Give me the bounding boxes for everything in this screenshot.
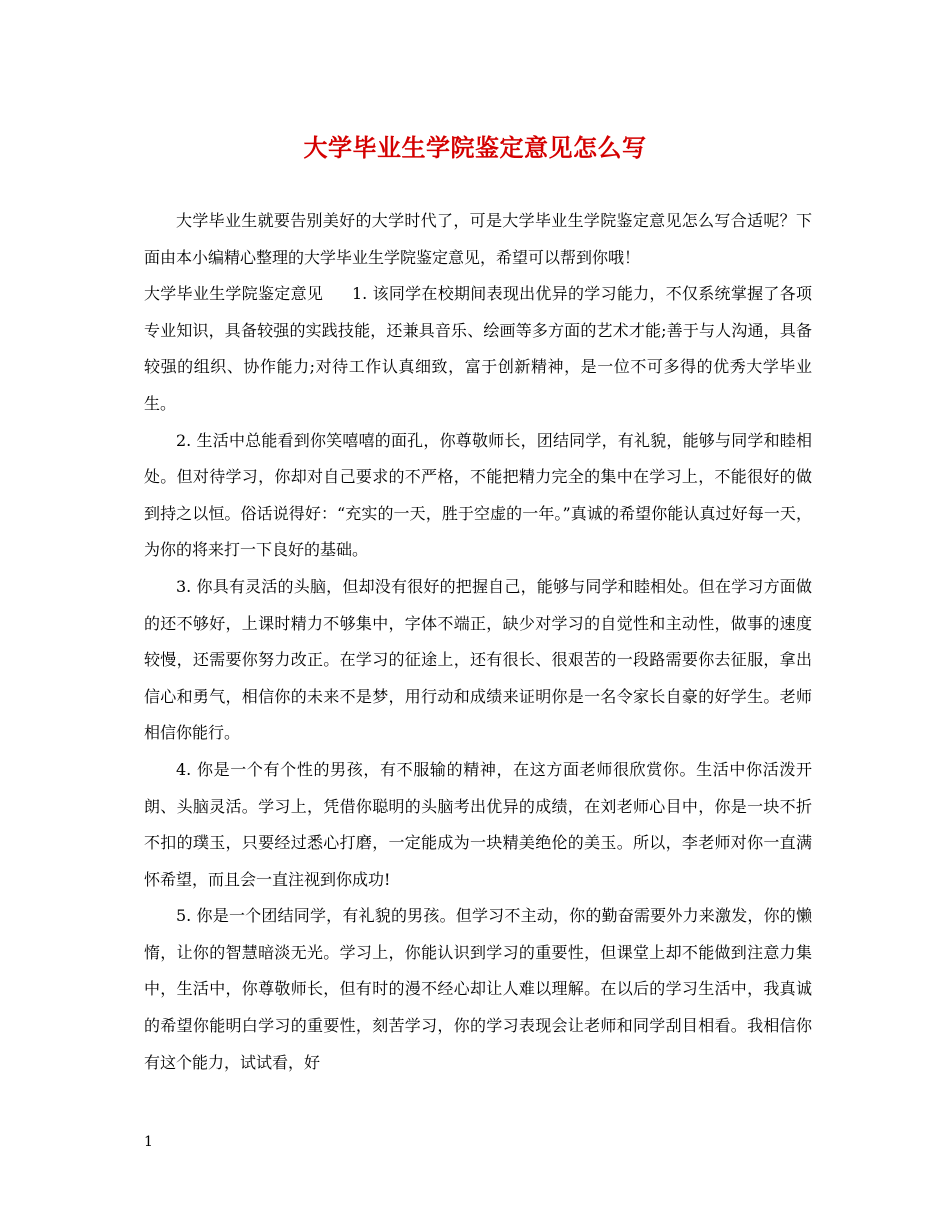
item-text-1: 1. 该同学在校期间表现出优异的学习能力，不仅系统掌握了各项专业知识，具备较强的实践技能，还兼具音乐、绘画等多方面的艺术才能;善于与人沟通，具备较强的组织、协作能力;对待工作认真细致，富于创新精神，是一位不可多得的优秀大学毕业生。 (144, 284, 812, 413)
document-title: 大学毕业生学院鉴定意见怎么写 (303, 133, 647, 162)
item-paragraph-2: 2. 生活中总能看到你笑嘻嘻的面孔，你尊敬师长，团结同学，有礼貌，能够与同学和睦相处。但对待学习，你却对自己要求的不严格，不能把精力完全的集中在学习上，不能很好的做到持之以恒。俗话说得好：“充实的一天，胜于空虚的一年。”真诚的希望你能认真过好每一天，为你的将来打一下良好的基础。 (144, 430, 812, 560)
item-paragraph-5: 5. 你是一个团结同学，有礼貌的男孩。但学习不主动，你的勤奋需要外力来激发，你的懒惰，让你的智慧暗淡无光。学习上，你能认识到学习的重要性，但课堂上却不能做到注意力集中，生活中，你尊敬师长，但有时的漫不经心却让人难以理解。在以后的学习生活中，我真诚的希望你能明白学习的重要性，刻苦学习，你的学习表现会让老师和同学刮目相看。我相信你有这个能力，试试看，好 (144, 906, 812, 1072)
page-number: 1 (144, 1134, 153, 1150)
item-paragraph-1 (144, 276, 812, 422)
document-body (144, 203, 812, 1081)
intro-paragraph: 大学毕业生就要告别美好的大学时代了，可是大学毕业生学院鉴定意见怎么写合适呢？下面由本小编精心整理的大学毕业生学院鉴定意见，希望可以帮到你哦！ (144, 211, 812, 267)
item-paragraph-3: 3. 你具有灵活的头脑，但却没有很好的把握自己，能够与同学和睦相处。但在学习方面做的还不够好，上课时精力不够集中，字体不端正，缺少对学习的自觉性和主动性，做事的速度较慢，还需要你努力改正。在学习的征途上，还有很长、很艰苦的一段路需要你去征服，拿出信心和勇气，相信你的未来不是梦，用行动和成绩来证明你是一名令家长自豪的好学生。老师相信你能行。 (144, 576, 812, 743)
section-heading: 大学毕业生学院鉴定意见 (144, 284, 324, 304)
item-paragraph-4: 4. 你是一个有个性的男孩，有不服输的精神，在这方面老师很欣赏你。生活中你活泼开朗、头脑灵活。学习上，凭借你聪明的头脑考出优异的成绩，在刘老师心目中，你是一块不折不扣的璞玉，只要经过悉心打磨，一定能成为一块精美绝伦的美玉。所以，李老师对你一直满怀希望，而且会一直注视到你成功! (144, 759, 812, 889)
